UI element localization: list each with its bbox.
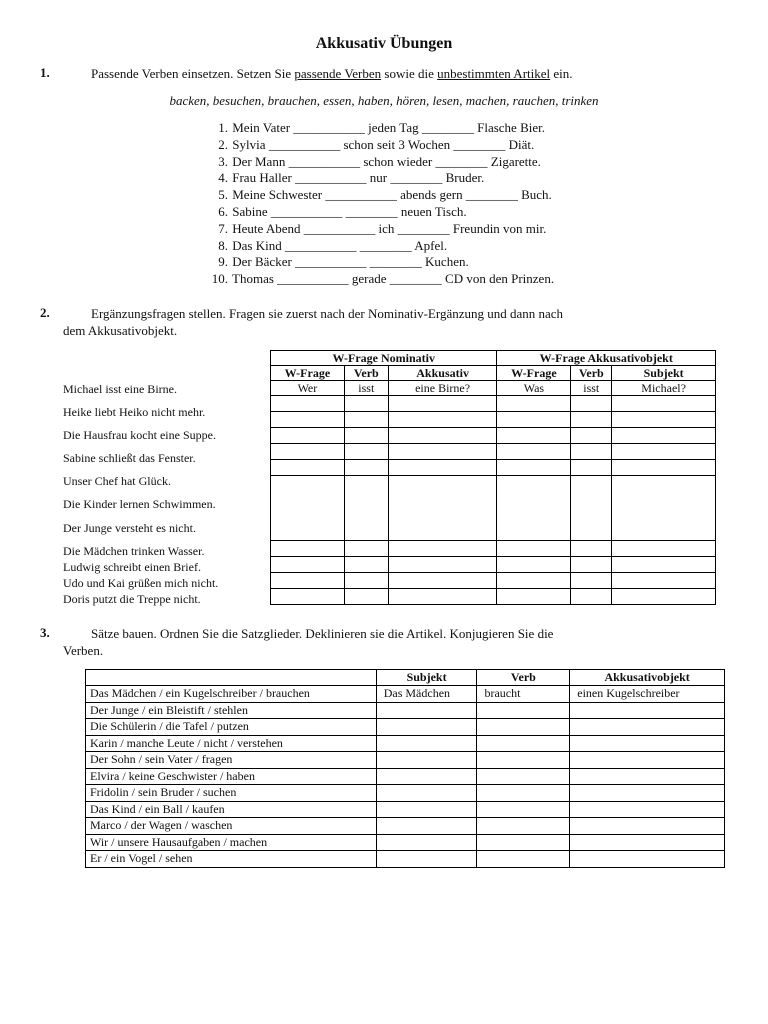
group-header-nominativ: W-Frage Nominativ — [271, 351, 497, 366]
answer-verb-cell[interactable] — [477, 768, 570, 785]
item-text: Mein Vater ___________ jeden Tag ________ Flasche Bier. — [232, 120, 545, 135]
answer-cell[interactable] — [388, 557, 497, 573]
answer-cell[interactable] — [388, 396, 497, 412]
answer-cell[interactable] — [571, 428, 612, 444]
answer-obj-cell[interactable] — [570, 851, 725, 868]
answer-cell[interactable] — [571, 460, 612, 476]
answer-cell[interactable] — [388, 589, 497, 605]
answer-subj-cell[interactable] — [376, 702, 477, 719]
prompt-cell: Er / ein Vogel / sehen — [86, 851, 377, 868]
source-sentence: Der Junge versteht es nicht. — [63, 521, 196, 535]
answer-cell[interactable] — [388, 428, 497, 444]
answer-cell[interactable] — [497, 589, 571, 605]
answer-cell[interactable] — [271, 396, 345, 412]
answer-cell[interactable] — [271, 541, 345, 557]
column-header: Verb — [571, 366, 612, 381]
item-text: Der Mann ___________ schon wieder ________ Zigarette. — [232, 153, 541, 169]
table-row — [86, 768, 725, 785]
item-text: Der Bäcker ___________ ________ Kuchen. — [232, 254, 469, 270]
fill-in-item — [207, 120, 554, 137]
answer-cell[interactable] — [612, 589, 716, 605]
answer-row — [271, 460, 716, 476]
answer-subj-cell[interactable] — [376, 752, 477, 769]
item-number: 9. — [218, 254, 228, 270]
table-row — [86, 834, 725, 851]
example-cell: Wer — [271, 381, 345, 396]
table-row — [86, 785, 725, 802]
item-number: 5. — [218, 187, 228, 203]
source-sentence: Udo und Kai grüßen mich nicht. — [63, 576, 219, 590]
answer-cell[interactable] — [612, 460, 716, 476]
answer-cell[interactable] — [612, 396, 716, 412]
answer-verb-cell[interactable] — [477, 851, 570, 868]
table-row — [86, 818, 725, 835]
answer-cell[interactable] — [344, 396, 388, 412]
example-cell: Michael? — [612, 381, 716, 396]
answer-cell[interactable] — [388, 444, 497, 460]
page-title: Akkusativ Übungen — [315, 35, 453, 52]
answer-cell[interactable] — [271, 573, 345, 589]
prompt-cell: Der Junge / ein Bleistift / stehlen — [86, 702, 377, 719]
instr-part-c: ein. — [550, 66, 573, 81]
source-sentence: Die Hausfrau kocht eine Suppe. — [63, 428, 216, 442]
answer-cell[interactable] — [344, 412, 388, 428]
prompt-cell: Karin / manche Leute / nicht / verstehen — [86, 735, 377, 752]
answer-cell[interactable] — [344, 428, 388, 444]
section-2-instruction-line1: Ergänzungsfragen stellen. Fragen sie zuerst nach der Nominativ-Ergänzung und dann nach — [91, 306, 564, 321]
table-row — [86, 719, 725, 736]
section-3-number: 3. — [40, 625, 50, 640]
answer-cell[interactable] — [497, 412, 571, 428]
column-header: Verb — [477, 670, 570, 686]
example-cell: isst — [344, 381, 388, 396]
instr-underline-artikel: unbestimmten Artikel — [437, 66, 551, 81]
answer-row — [271, 573, 716, 589]
answer-subj-cell[interactable] — [376, 735, 477, 752]
answer-obj-cell[interactable] — [570, 735, 725, 752]
header-blank-cell — [86, 670, 377, 686]
fill-in-item — [207, 254, 554, 271]
example-cell: isst — [571, 381, 612, 396]
answer-verb-cell[interactable] — [477, 818, 570, 835]
answer-obj-cell[interactable]: einen Kugelschreiber — [570, 686, 725, 703]
answer-cell[interactable] — [388, 541, 497, 557]
answer-verb-cell[interactable] — [477, 719, 570, 736]
item-text: Das Kind ___________ ________ Apfel. — [232, 237, 448, 253]
fill-in-item — [207, 137, 554, 154]
answer-cell[interactable] — [497, 557, 571, 573]
answer-subj-cell[interactable] — [376, 785, 477, 802]
item-number: 1. — [218, 120, 228, 135]
fill-in-list — [207, 120, 554, 288]
answer-cell[interactable] — [571, 412, 612, 428]
fill-in-item — [207, 154, 554, 171]
answer-cell[interactable] — [271, 444, 345, 460]
answer-cell[interactable] — [344, 476, 388, 541]
table-row — [86, 702, 725, 719]
answer-cell[interactable] — [612, 557, 716, 573]
item-number: 6. — [218, 203, 228, 219]
verb-list: backen, besuchen, brauchen, essen, haben, hören, lesen, machen, rauchen, trinken — [169, 93, 599, 108]
item-text: Frau Haller ___________ nur ________ Bruder. — [232, 170, 485, 186]
source-sentence: Unser Chef hat Glück. — [63, 474, 171, 488]
answer-cell[interactable] — [388, 460, 497, 476]
column-header: Akkusativ — [388, 366, 497, 381]
answer-cell[interactable] — [388, 573, 497, 589]
answer-cell[interactable] — [571, 589, 612, 605]
answer-row — [271, 476, 716, 541]
answer-verb-cell[interactable]: braucht — [477, 686, 570, 703]
column-header: Verb — [344, 366, 388, 381]
answer-cell[interactable] — [271, 460, 345, 476]
answer-cell[interactable] — [388, 412, 497, 428]
answer-cell[interactable] — [571, 396, 612, 412]
item-text: Sabine ___________ ________ neuen Tisch. — [232, 203, 467, 219]
answer-cell[interactable] — [571, 541, 612, 557]
answer-cell[interactable] — [571, 573, 612, 589]
answer-cell[interactable] — [497, 573, 571, 589]
source-sentence: Die Kinder lernen Schwimmen. — [63, 497, 216, 511]
item-number: 10. — [211, 271, 228, 287]
column-header: W-Frage — [271, 366, 345, 381]
answer-cell[interactable] — [271, 428, 345, 444]
answer-cell[interactable] — [571, 476, 612, 541]
answer-cell[interactable] — [271, 589, 345, 605]
table-row — [86, 686, 725, 703]
table-row — [86, 801, 725, 818]
answer-row — [271, 428, 716, 444]
table-row — [86, 735, 725, 752]
prompt-cell: Fridolin / sein Bruder / suchen — [86, 785, 377, 802]
answer-obj-cell[interactable] — [570, 768, 725, 785]
section-3-instruction-line2: Verben. — [63, 643, 104, 658]
fill-in-item — [207, 170, 554, 187]
group-header-akkusativobjekt: W-Frage Akkusativobjekt — [497, 351, 716, 366]
answer-cell[interactable] — [344, 460, 388, 476]
item-number: 3. — [218, 153, 228, 169]
answer-cell[interactable] — [388, 476, 497, 541]
answer-subj-cell[interactable]: Das Mädchen — [376, 686, 477, 703]
instr-part-a: Passende Verben einsetzen. Setzen Sie — [91, 66, 295, 81]
section-1-instruction — [91, 65, 573, 82]
prompt-cell: Das Mädchen / ein Kugelschreiber / brauchen — [86, 686, 377, 703]
answer-cell[interactable] — [344, 557, 388, 573]
fill-in-item — [207, 204, 554, 221]
answer-row — [271, 396, 716, 412]
answer-row — [271, 444, 716, 460]
column-header: W-Frage — [497, 366, 571, 381]
item-number: 2. — [218, 136, 228, 152]
item-text: Heute Abend ___________ ich ________ Freundin von mir. — [232, 220, 547, 236]
item-number: 4. — [218, 170, 228, 186]
table-row — [86, 752, 725, 769]
answer-cell[interactable] — [497, 476, 571, 541]
answer-obj-cell[interactable] — [570, 834, 725, 851]
answer-cell[interactable] — [612, 476, 716, 541]
answer-subj-cell[interactable] — [376, 818, 477, 835]
answer-cell[interactable] — [271, 476, 345, 541]
fill-in-item — [207, 271, 554, 288]
prompt-cell: Elvira / keine Geschwister / haben — [86, 768, 377, 785]
source-sentence: Michael isst eine Birne. — [63, 382, 177, 396]
prompt-cell: Marco / der Wagen / waschen — [86, 818, 377, 835]
answer-cell[interactable] — [344, 589, 388, 605]
answer-obj-cell[interactable] — [570, 818, 725, 835]
item-text: Sylvia ___________ schon seit 3 Wochen ________ Diät. — [232, 136, 535, 152]
answer-cell[interactable] — [571, 557, 612, 573]
question-table — [270, 350, 716, 605]
answer-cell[interactable] — [497, 541, 571, 557]
answer-obj-cell[interactable] — [570, 719, 725, 736]
answer-cell[interactable] — [271, 412, 345, 428]
answer-cell[interactable] — [612, 541, 716, 557]
fill-in-item — [207, 187, 554, 204]
answer-subj-cell[interactable] — [376, 768, 477, 785]
answer-row — [271, 589, 716, 605]
answer-cell[interactable] — [497, 396, 571, 412]
answer-cell[interactable] — [612, 444, 716, 460]
answer-subj-cell[interactable] — [376, 719, 477, 736]
item-text: Thomas ___________ gerade ________ CD von den Prinzen. — [232, 271, 555, 287]
answer-row — [271, 412, 716, 428]
answer-cell[interactable] — [344, 573, 388, 589]
answer-cell[interactable] — [612, 428, 716, 444]
answer-cell[interactable] — [271, 557, 345, 573]
answer-obj-cell[interactable] — [570, 702, 725, 719]
source-sentence: Heike liebt Heiko nicht mehr. — [63, 405, 206, 419]
prompt-cell: Wir / unsere Hausaufgaben / machen — [86, 834, 377, 851]
instr-part-b: sowie die — [381, 66, 438, 81]
answer-cell[interactable] — [497, 460, 571, 476]
section-1-number: 1. — [40, 65, 50, 80]
answer-obj-cell[interactable] — [570, 785, 725, 802]
column-header: Subjekt — [612, 366, 716, 381]
section-2-number: 2. — [40, 305, 50, 320]
answer-subj-cell[interactable] — [376, 851, 477, 868]
answer-cell[interactable] — [344, 541, 388, 557]
example-cell: eine Birne? — [388, 381, 497, 396]
answer-subj-cell[interactable] — [376, 801, 477, 818]
answer-cell[interactable] — [612, 412, 716, 428]
prompt-cell: Der Sohn / sein Vater / fragen — [86, 752, 377, 769]
answer-verb-cell[interactable] — [477, 752, 570, 769]
instr-underline-verbs: passende Verben — [294, 66, 382, 81]
answer-verb-cell[interactable] — [477, 735, 570, 752]
answer-cell[interactable] — [497, 444, 571, 460]
item-number: 8. — [218, 237, 228, 253]
answer-cell[interactable] — [612, 573, 716, 589]
answer-row — [271, 557, 716, 573]
item-number: 7. — [218, 220, 228, 236]
answer-row — [271, 541, 716, 557]
section-2-instruction-line2: dem Akkusativobjekt. — [63, 323, 178, 338]
example-cell: Was — [497, 381, 571, 396]
answer-verb-cell[interactable] — [477, 785, 570, 802]
answer-obj-cell[interactable] — [570, 752, 725, 769]
sentence-build-table — [85, 669, 725, 868]
source-sentence: Sabine schließt das Fenster. — [63, 451, 196, 465]
answer-cell[interactable] — [344, 444, 388, 460]
prompt-cell: Die Schülerin / die Tafel / putzen — [86, 719, 377, 736]
answer-subj-cell[interactable] — [376, 834, 477, 851]
answer-cell[interactable] — [571, 444, 612, 460]
column-header: Subjekt — [376, 670, 477, 686]
answer-verb-cell[interactable] — [477, 702, 570, 719]
item-text: Meine Schwester ___________ abends gern ________ Buch. — [232, 187, 552, 203]
answer-verb-cell[interactable] — [477, 834, 570, 851]
column-header: Akkusativobjekt — [570, 670, 725, 686]
fill-in-item — [207, 238, 554, 255]
source-sentence: Doris putzt die Treppe nicht. — [63, 592, 201, 606]
fill-in-item — [207, 221, 554, 238]
prompt-cell: Das Kind / ein Ball / kaufen — [86, 801, 377, 818]
answer-cell[interactable] — [497, 428, 571, 444]
table-row — [86, 851, 725, 868]
answer-verb-cell[interactable] — [477, 801, 570, 818]
section-3-instruction-line1: Sätze bauen. Ordnen Sie die Satzglieder. Deklinieren sie die Artikel. Konjugieren Sie die — [91, 626, 554, 641]
answer-obj-cell[interactable] — [570, 801, 725, 818]
source-sentence: Die Mädchen trinken Wasser. — [63, 544, 205, 558]
source-sentence: Ludwig schreibt einen Brief. — [63, 560, 201, 574]
